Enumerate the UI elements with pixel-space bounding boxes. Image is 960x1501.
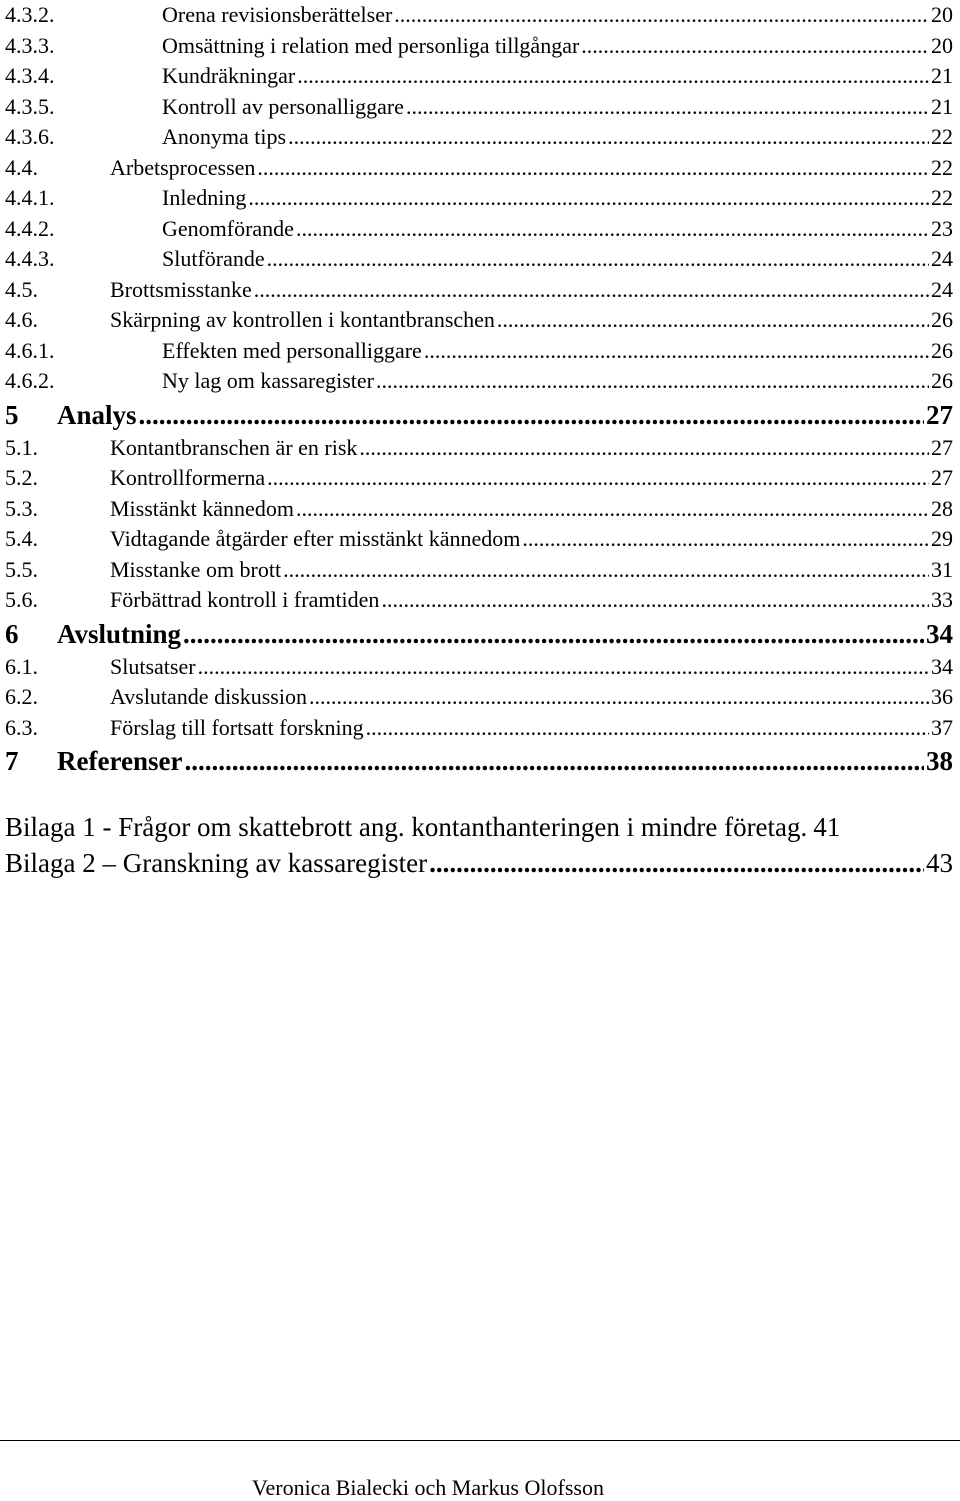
- toc-leader-dots: [198, 652, 929, 683]
- toc-entry-page: 38: [926, 746, 953, 776]
- footer-divider: [0, 1440, 960, 1441]
- toc-entry-title: Vidtagande åtgärder efter misstänkt kännedom: [110, 526, 521, 551]
- toc-entry-page: 34: [931, 653, 953, 679]
- toc-appendix-entry[interactable]: [5, 845, 953, 881]
- toc-entry-page: 43: [926, 848, 953, 878]
- toc-leader-dots: [394, 0, 929, 31]
- toc-appendix-entry[interactable]: [5, 809, 953, 845]
- toc-entry[interactable]: [5, 494, 953, 525]
- toc-entry[interactable]: [5, 682, 953, 713]
- toc-entry-number: 4.3.3.: [5, 32, 55, 58]
- toc-entry-page: 26: [931, 368, 953, 393]
- toc-entry-page: 31: [931, 556, 953, 582]
- toc-entry-title: Slutförande: [162, 246, 265, 271]
- toc-entry-number: 4.5.: [5, 276, 38, 302]
- toc-leader-dots: [581, 31, 929, 62]
- toc-entry-number: 4.4.2.: [5, 215, 55, 241]
- toc-entry-title: Ny lag om kassaregister: [162, 368, 374, 393]
- toc-entry-number: 5.3.: [5, 495, 38, 521]
- toc-entry-number: 6: [5, 618, 19, 649]
- footer-authors: Veronica Bialecki och Markus Olofsson: [252, 1475, 604, 1500]
- toc-entry-page: 26: [931, 337, 953, 363]
- toc-entry-page: 29: [931, 526, 953, 551]
- toc-entry-title: Inledning: [162, 185, 247, 210]
- toc-entry-page: 41: [813, 812, 841, 842]
- toc-entry[interactable]: [5, 153, 953, 184]
- toc-entry-number: 5: [5, 399, 19, 430]
- toc-leader-dots: [296, 494, 929, 525]
- toc-entry-title: Referenser: [57, 746, 183, 776]
- toc-leader-dots: [248, 183, 929, 214]
- toc-entry-number: 4.4.: [5, 154, 38, 180]
- toc-entry-page: 21: [931, 63, 953, 88]
- toc-entry-title: Kontantbranschen är en risk: [110, 434, 358, 460]
- toc-chapter-entry[interactable]: [5, 397, 953, 433]
- toc-entry[interactable]: [5, 122, 953, 153]
- toc-entry[interactable]: [5, 463, 953, 494]
- toc-entry-number: 5.4.: [5, 526, 38, 551]
- toc-leader-dots: [283, 555, 929, 586]
- toc-entry-number: 5.2.: [5, 465, 38, 490]
- toc-spacer: [5, 779, 953, 809]
- toc-entry[interactable]: [5, 305, 953, 336]
- toc-entry-page: 22: [931, 154, 953, 180]
- toc-entry-title: Förslag till fortsatt forskning: [110, 714, 364, 740]
- toc-entry[interactable]: [5, 92, 953, 123]
- toc-entry[interactable]: [5, 524, 953, 555]
- toc-entry-title: Misstänkt kännedom: [110, 495, 294, 521]
- toc-entry-title: Genomförande: [162, 215, 294, 241]
- toc-entry[interactable]: [5, 61, 953, 92]
- toc-entry[interactable]: [5, 214, 953, 245]
- toc-entry-title: Omsättning i relation med personliga tillgångar: [162, 32, 580, 58]
- toc-entry-page: 27: [926, 399, 953, 430]
- toc-leader-dots: [267, 463, 929, 494]
- toc-entry-page: 22: [931, 185, 953, 210]
- table-of-contents: [5, 0, 953, 881]
- toc-entry-number: 5.1.: [5, 434, 38, 460]
- toc-leader-dots: [288, 122, 929, 153]
- toc-entry-title: Kundräkningar: [162, 63, 296, 88]
- toc-entry-title: Slutsatser: [110, 653, 196, 679]
- toc-entry-number: 4.6.2.: [5, 368, 55, 393]
- toc-leader-dots: [139, 397, 924, 433]
- toc-entry-number: 4.3.6.: [5, 124, 55, 149]
- toc-entry-title: Orena revisionsberättelser: [162, 2, 393, 27]
- toc-entry-number: 4.6.: [5, 307, 38, 332]
- toc-entry[interactable]: [5, 585, 953, 616]
- toc-leader-dots: [267, 244, 929, 275]
- toc-leader-dots: [296, 214, 929, 245]
- toc-entry-page: 22: [931, 124, 953, 149]
- toc-leader-dots: [376, 366, 929, 397]
- toc-entry-page: 36: [931, 684, 953, 709]
- toc-entry-title: Arbetsprocessen: [110, 154, 256, 180]
- toc-entry-title: Skärpning av kontrollen i kontantbranschen: [110, 307, 495, 332]
- toc-entry-title: Förbättrad kontroll i framtiden: [110, 587, 380, 612]
- toc-leader-dots: [522, 524, 929, 555]
- toc-entry-title: Avslutande diskussion: [110, 684, 307, 709]
- toc-entry[interactable]: [5, 336, 953, 367]
- toc-leader-dots: [309, 682, 929, 713]
- toc-entry-page: 20: [931, 2, 953, 27]
- toc-entry-title: Bilaga 1 - Frågor om skattebrott ang. kontanthanteringen i mindre företag.: [5, 812, 808, 842]
- toc-entry-page: 27: [931, 434, 953, 460]
- toc-leader-dots: [257, 153, 929, 184]
- toc-entry[interactable]: [5, 366, 953, 397]
- toc-leader-dots: [424, 336, 929, 367]
- toc-entry[interactable]: [5, 183, 953, 214]
- toc-chapter-entry[interactable]: [5, 743, 953, 779]
- toc-entry-number: 6.2.: [5, 684, 38, 709]
- toc-leader-dots: [406, 92, 929, 123]
- toc-entry-title: Misstanke om brott: [110, 556, 282, 582]
- toc-entry-number: 4.4.1.: [5, 185, 55, 210]
- toc-entry-number: 6.3.: [5, 714, 38, 740]
- toc-entry-number: 5.6.: [5, 587, 38, 612]
- toc-leader-dots: [184, 743, 924, 779]
- toc-entry[interactable]: [5, 652, 953, 683]
- toc-leader-dots: [381, 585, 929, 616]
- toc-entry-title: Analys: [57, 399, 137, 430]
- toc-entry-title: Avslutning: [57, 618, 182, 649]
- toc-leader-dots: [429, 845, 924, 881]
- toc-entry-title: Anonyma tips: [162, 124, 287, 149]
- toc-entry[interactable]: [5, 31, 953, 62]
- toc-entry[interactable]: [5, 0, 953, 31]
- toc-entry-title: Brottsmisstanke: [110, 276, 252, 302]
- toc-entry-number: 6.1.: [5, 653, 38, 679]
- toc-entry-page: 27: [931, 465, 953, 490]
- toc-entry-number: 4.3.2.: [5, 2, 55, 27]
- toc-entry-page: 26: [931, 307, 953, 332]
- toc-entry[interactable]: [5, 275, 953, 306]
- toc-leader-dots: [359, 433, 929, 464]
- toc-entry-number: 5.5.: [5, 556, 38, 582]
- toc-entry-title: Bilaga 2 – Granskning av kassaregister: [5, 848, 428, 878]
- toc-entry-title: Effekten med personalliggare: [162, 337, 422, 363]
- toc-leader-dots: [497, 305, 929, 336]
- toc-entry-title: Kontrollformerna: [110, 465, 266, 490]
- toc-entry-page: 28: [931, 495, 953, 521]
- toc-leader-dots: [366, 713, 929, 744]
- toc-entry-page: 24: [931, 276, 953, 302]
- toc-leader-dots: [254, 275, 929, 306]
- toc-entry-page: 21: [931, 93, 953, 119]
- toc-entry-page: 20: [931, 32, 953, 58]
- toc-entry-page: 23: [931, 215, 953, 241]
- toc-entry[interactable]: [5, 433, 953, 464]
- toc-entry[interactable]: [5, 555, 953, 586]
- toc-entry-title: Kontroll av personalliggare: [162, 93, 404, 119]
- toc-chapter-entry[interactable]: [5, 616, 953, 652]
- toc-entry-page: 24: [931, 246, 953, 271]
- toc-entry-page: 34: [926, 618, 953, 649]
- toc-entry-number: 4.4.3.: [5, 246, 55, 271]
- toc-leader-dots: [297, 61, 929, 92]
- toc-entry-number: 4.6.1.: [5, 337, 55, 363]
- toc-entry-number: 7: [5, 746, 19, 776]
- toc-entry-page: 37: [931, 714, 953, 740]
- toc-leader-dots: [183, 616, 924, 652]
- toc-entry-page: 33: [931, 587, 953, 612]
- toc-entry-number: 4.3.4.: [5, 63, 55, 88]
- toc-entry[interactable]: [5, 244, 953, 275]
- toc-entry[interactable]: [5, 713, 953, 744]
- toc-entry-number: 4.3.5.: [5, 93, 55, 119]
